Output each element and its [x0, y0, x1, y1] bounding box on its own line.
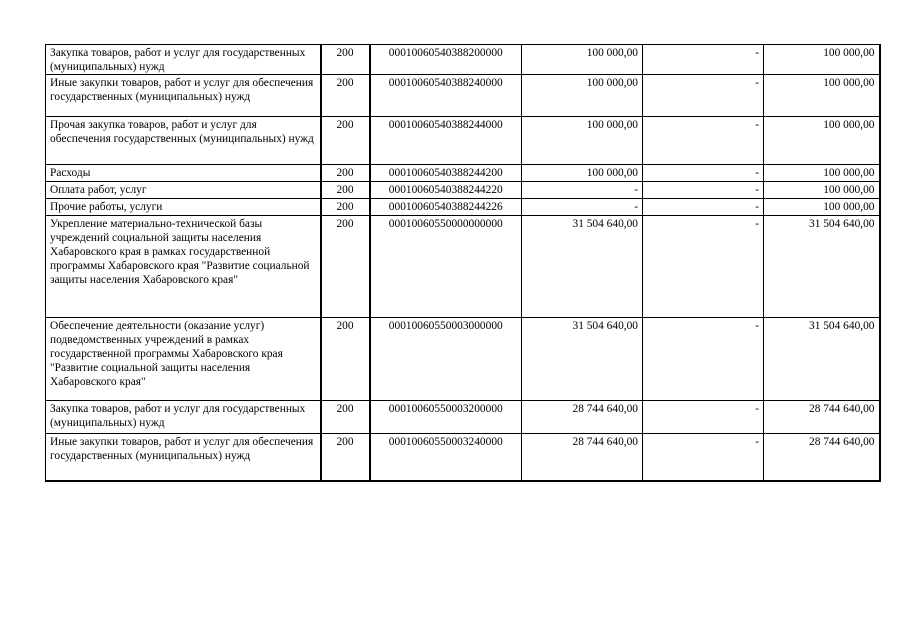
cell-approved: 100 000,00: [522, 117, 643, 165]
cell-executed: -: [643, 216, 764, 318]
cell-budget-code: 00010060540388240000: [370, 75, 522, 117]
cell-approved: 100 000,00: [522, 45, 643, 75]
cell-unexecuted: 100 000,00: [764, 182, 880, 199]
cell-unexecuted: 31 504 640,00: [764, 318, 880, 401]
cell-approved: -: [522, 182, 643, 199]
cell-budget-code: 00010060550003200000: [370, 401, 522, 434]
cell-approved: -: [522, 199, 643, 216]
table-row: [46, 216, 880, 318]
cell-budget-code: 00010060550003240000: [370, 434, 522, 481]
cell-unexecuted: 28 744 640,00: [764, 434, 880, 481]
table-row: [46, 199, 880, 216]
table-row: [46, 165, 880, 182]
cell-line-code: 200: [321, 117, 370, 165]
cell-approved: 100 000,00: [522, 75, 643, 117]
cell-budget-code: 00010060550000000000: [370, 216, 522, 318]
cell-name: Укрепление материально-технической базы учреждений социальной защиты населения Хабаровского края в рамках государственной программы Хабаровского края "Развитие социальной защиты населения Хабаровского края": [46, 216, 321, 318]
cell-approved: 28 744 640,00: [522, 401, 643, 434]
table-row: [46, 182, 880, 199]
cell-approved: 31 504 640,00: [522, 318, 643, 401]
cell-line-code: 200: [321, 318, 370, 401]
cell-budget-code: 00010060540388244226: [370, 199, 522, 216]
cell-line-code: 200: [321, 401, 370, 434]
cell-unexecuted: 100 000,00: [764, 165, 880, 182]
table-row: [46, 117, 880, 165]
cell-budget-code: 00010060540388244220: [370, 182, 522, 199]
cell-unexecuted: 100 000,00: [764, 75, 880, 117]
cell-executed: -: [643, 182, 764, 199]
cell-line-code: 200: [321, 75, 370, 117]
cell-name: Прочая закупка товаров, работ и услуг для обеспечения государственных (муниципальных) нужд: [46, 117, 321, 165]
cell-executed: -: [643, 434, 764, 481]
cell-approved: 28 744 640,00: [522, 434, 643, 481]
cell-executed: -: [643, 45, 764, 75]
cell-line-code: 200: [321, 165, 370, 182]
cell-name: Закупка товаров, работ и услуг для государственных (муниципальных) нужд: [46, 401, 321, 434]
table-row: [46, 75, 880, 117]
table-body: [46, 45, 880, 481]
cell-executed: -: [643, 401, 764, 434]
cell-approved: 31 504 640,00: [522, 216, 643, 318]
cell-line-code: 200: [321, 199, 370, 216]
cell-budget-code: 00010060550003000000: [370, 318, 522, 401]
table-row: [46, 45, 880, 75]
cell-name: Обеспечение деятельности (оказание услуг) подведомственных учреждений в рамках государственной программы Хабаровского края "Развитие социальной защиты населения Хабаровского края": [46, 318, 321, 401]
cell-name: Иные закупки товаров, работ и услуг для обеспечения государственных (муниципальных) нужд: [46, 434, 321, 481]
cell-executed: -: [643, 318, 764, 401]
table-row: [46, 434, 880, 481]
cell-name: Прочие работы, услуги: [46, 199, 321, 216]
cell-line-code: 200: [321, 182, 370, 199]
cell-executed: -: [643, 75, 764, 117]
cell-budget-code: 00010060540388244200: [370, 165, 522, 182]
cell-unexecuted: 100 000,00: [764, 45, 880, 75]
budget-table: [45, 44, 881, 482]
cell-name: Закупка товаров, работ и услуг для государственных (муниципальных) нужд: [46, 45, 321, 75]
cell-executed: -: [643, 199, 764, 216]
table-row: [46, 401, 880, 434]
cell-unexecuted: 31 504 640,00: [764, 216, 880, 318]
cell-line-code: 200: [321, 434, 370, 481]
cell-line-code: 200: [321, 45, 370, 75]
table-row: [46, 318, 880, 401]
cell-budget-code: 00010060540388200000: [370, 45, 522, 75]
cell-executed: -: [643, 117, 764, 165]
cell-unexecuted: 100 000,00: [764, 117, 880, 165]
cell-unexecuted: 28 744 640,00: [764, 401, 880, 434]
cell-name: Иные закупки товаров, работ и услуг для обеспечения государственных (муниципальных) нужд: [46, 75, 321, 117]
cell-line-code: 200: [321, 216, 370, 318]
cell-name: Расходы: [46, 165, 321, 182]
cell-executed: -: [643, 165, 764, 182]
cell-name: Оплата работ, услуг: [46, 182, 321, 199]
cell-budget-code: 00010060540388244000: [370, 117, 522, 165]
cell-unexecuted: 100 000,00: [764, 199, 880, 216]
cell-approved: 100 000,00: [522, 165, 643, 182]
